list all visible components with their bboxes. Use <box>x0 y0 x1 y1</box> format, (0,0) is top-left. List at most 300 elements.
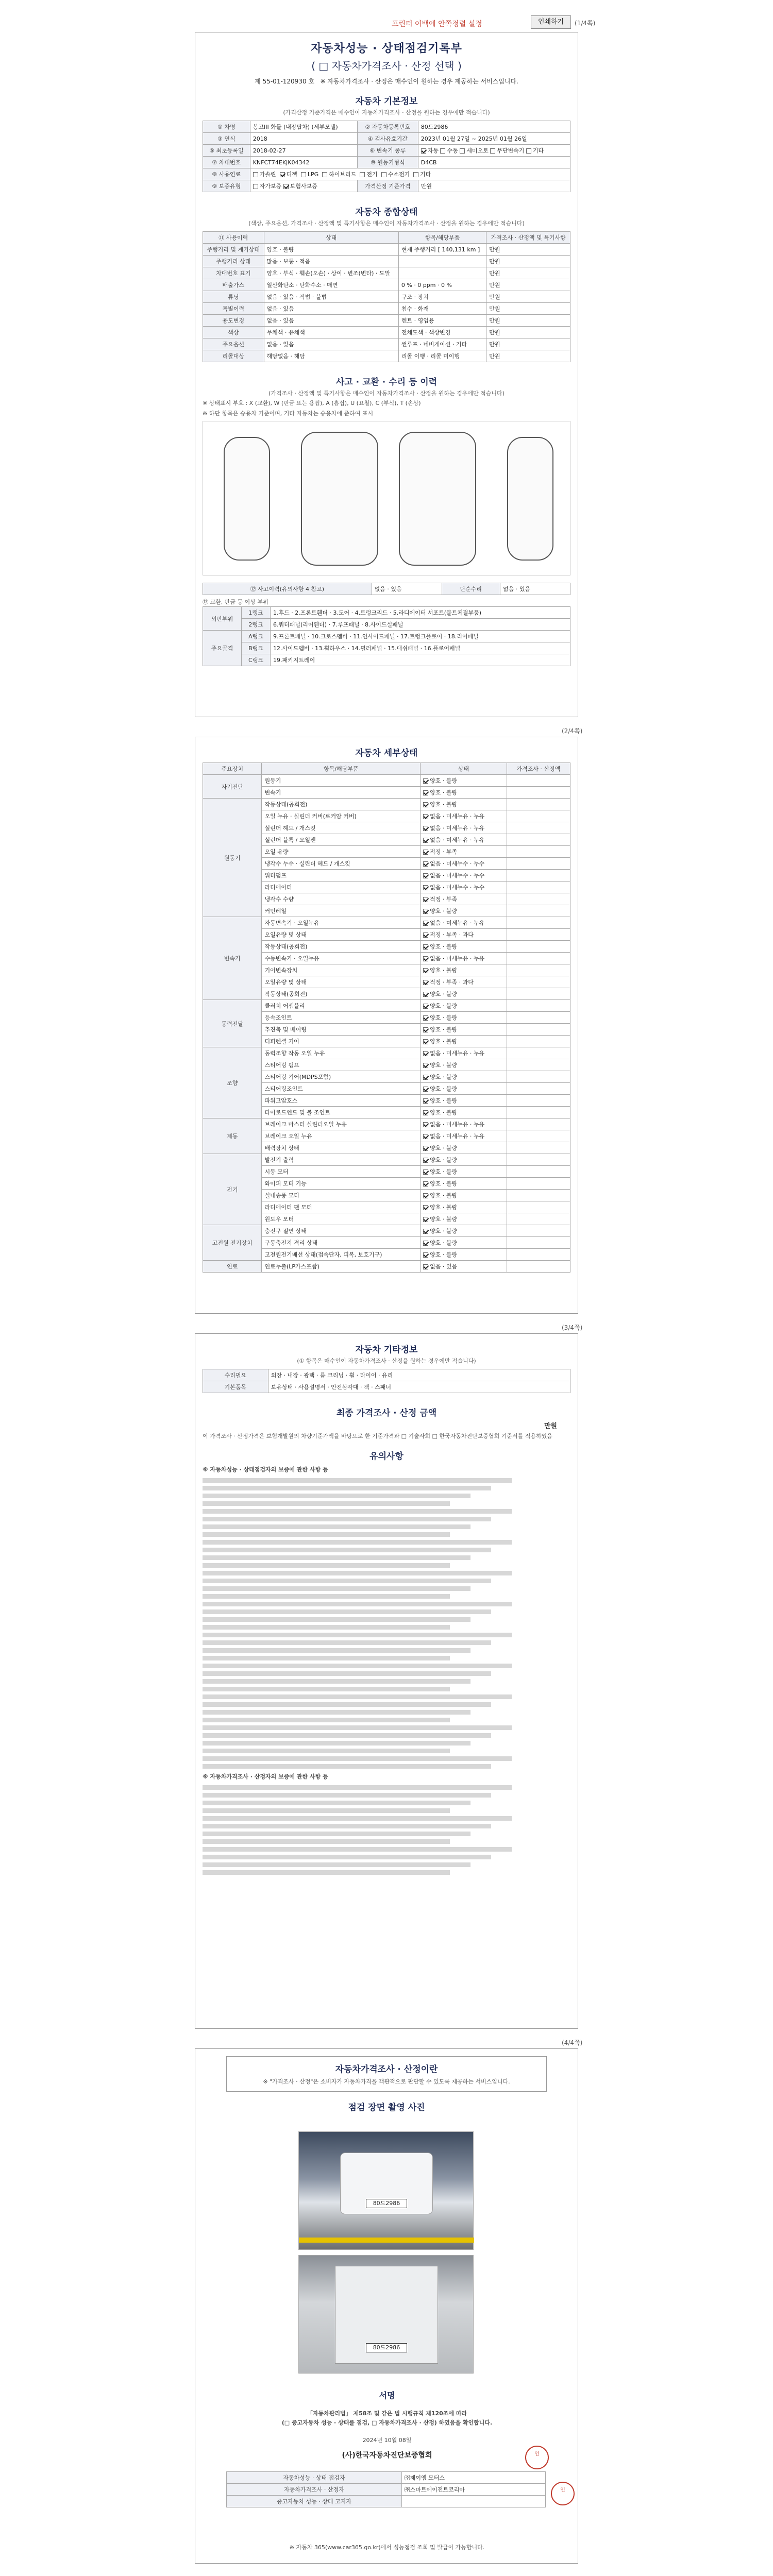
detail-state-text: 없음 · 미세누유 · 누유 <box>430 1050 485 1057</box>
detail-check[interactable] <box>423 1217 428 1222</box>
detail-state <box>421 1083 507 1095</box>
notes-line <box>203 1671 491 1676</box>
other-items: 외장 · 내장 · 광택 · 룸 크리닝 · 휠 · 타이어 · 유리 <box>268 1369 570 1381</box>
car-right-side <box>507 437 553 561</box>
detail-state <box>421 882 507 893</box>
detail-check[interactable] <box>423 1134 428 1139</box>
detail-state <box>421 1059 507 1071</box>
detail-price <box>507 1047 570 1059</box>
detail-item: 윈도우 모터 <box>262 1213 421 1225</box>
detail-state-text: 양호 · 불량 <box>430 1086 458 1092</box>
fuel-check[interactable] <box>360 172 365 177</box>
detail-price <box>507 1024 570 1036</box>
detail-state <box>421 1225 507 1237</box>
other-items: 보유상태 · 사용설명서 · 안전삼각대 · 잭 · 스패너 <box>268 1381 570 1393</box>
insp-label: ④ 검사유효기간 <box>357 133 418 145</box>
detail-group: 자기진단 <box>203 775 262 799</box>
rank-items: 19.패키지트레이 <box>271 654 570 666</box>
detail-item: 실내송풍 모터 <box>262 1190 421 1201</box>
detail-state <box>421 976 507 988</box>
detail-check[interactable] <box>423 1015 428 1021</box>
summary-row <box>203 350 570 362</box>
summary-cell-detail: 썬루프 · 네비게이션 · 기타 <box>398 338 486 350</box>
accident-note: ※ 상태표시 부호 : X (교환), W (판금 또는 용접), A (흠집), U (요철), C (부식), T (손상) <box>203 400 421 406</box>
notes-line <box>203 1540 512 1545</box>
summary-header: 가격조사 · 산정액 및 특기사항 <box>486 232 570 244</box>
detail-price <box>507 953 570 964</box>
detail-check[interactable] <box>423 814 428 819</box>
notes-line <box>203 1694 512 1699</box>
detail-check[interactable] <box>423 992 428 997</box>
detail-check[interactable] <box>423 1264 428 1269</box>
detail-state <box>421 988 507 1000</box>
notes-line <box>203 1741 470 1745</box>
fuel-check[interactable] <box>253 172 258 177</box>
detail-state <box>421 1036 507 1047</box>
vin-value: KNFCT74EKJK04342 <box>250 157 357 168</box>
notes-line <box>203 1687 450 1691</box>
detail-state-text: 양호 · 불량 <box>430 1240 458 1246</box>
notes-block-1 <box>195 1478 578 1769</box>
notes-line <box>203 1517 491 1521</box>
guide-text: ※ "가격조사 · 산정"은 소비자가 자동차가격을 객관적으로 판단할 수 있도록 제공하는 서비스입니다. <box>263 2078 510 2085</box>
summary-row <box>203 267 570 279</box>
warranty-self-check[interactable] <box>253 184 258 189</box>
detail-state-text: 양호 · 불량 <box>430 1228 458 1234</box>
detail-price <box>507 1201 570 1213</box>
detail-item: 실린더 블록 / 오일팬 <box>262 834 421 846</box>
detail-check[interactable] <box>423 1181 428 1187</box>
repair-value: 없음 · 있음 <box>500 583 570 595</box>
fuel-check[interactable] <box>381 172 386 177</box>
warranty-insurer-check[interactable] <box>283 184 289 189</box>
year-value: 2018 <box>250 133 357 145</box>
summary-title: 자동차 종합상태 <box>355 207 418 217</box>
detail-state-text: 양호 · 불량 <box>430 1251 458 1258</box>
summary-row <box>203 315 570 327</box>
doc-title: 자동차성능 · 상태점검기록부 <box>311 42 462 55</box>
detail-price <box>507 858 570 870</box>
detail-price <box>507 882 570 893</box>
notes-line <box>203 1524 470 1529</box>
page-number-2: (2/4쪽) <box>562 727 583 735</box>
rank: 1랭크 <box>242 607 271 619</box>
detail-check[interactable] <box>423 921 428 926</box>
detail-check[interactable] <box>423 1252 428 1258</box>
detail-item: 디퍼렌셜 기어 <box>262 1036 421 1047</box>
car-detail: (세부모델) <box>311 124 338 130</box>
fuel-check[interactable] <box>322 172 327 177</box>
notes-line <box>203 1579 491 1583</box>
detail-check[interactable] <box>423 980 428 985</box>
detail-check[interactable] <box>423 885 428 890</box>
detail-check[interactable] <box>423 897 428 902</box>
trans-opt: 세미오토 <box>466 147 489 154</box>
rank-items: 12.사이드멤버 · 13.휠하우스 · 14.필러패널 · 15.대쉬패널 · 16.플로어패널 <box>271 642 570 654</box>
signers-table <box>226 2471 546 2507</box>
detail-price <box>507 1154 570 1166</box>
guide-title: 자동차가격조사 · 산정이란 <box>335 2064 438 2075</box>
detail-item: 오일유량 및 상태 <box>262 929 421 941</box>
fuel-check[interactable] <box>301 172 306 177</box>
detail-state <box>421 787 507 799</box>
detail-item: 커먼레일 <box>262 905 421 917</box>
detail-check[interactable] <box>423 850 428 855</box>
detail-check[interactable] <box>423 1051 428 1056</box>
fuel-diesel-check[interactable] <box>280 172 285 177</box>
sign-company: (사)한국자동차진단보증협회 <box>342 2451 432 2460</box>
detail-group: 조향 <box>203 1047 262 1118</box>
notes-line <box>203 1832 470 1836</box>
notes-line <box>203 1824 491 1828</box>
repair-label: 단순수리 <box>442 583 500 595</box>
final-value: 만원 <box>544 1422 557 1430</box>
summary-row <box>203 256 570 267</box>
summary-cell-state: 양호 · 불량 <box>264 244 398 256</box>
detail-state-text: 양호 · 불량 <box>430 1168 458 1175</box>
detail-item: 클러치 어셈블리 <box>262 1000 421 1012</box>
detail-price <box>507 976 570 988</box>
detail-price <box>507 929 570 941</box>
detail-table <box>203 762 570 1273</box>
other-label: 기본품목 <box>203 1381 268 1393</box>
final-title: 최종 가격조사 · 산정 금액 <box>336 1408 437 1418</box>
detail-check[interactable] <box>423 1039 428 1044</box>
detail-state <box>421 1047 507 1059</box>
detail-check[interactable] <box>423 1205 428 1210</box>
summary-cell-detail: 전체도색 · 색상변경 <box>398 327 486 338</box>
detail-state <box>421 905 507 917</box>
summary-row <box>203 279 570 291</box>
summary-cell-state: 많음 · 보통 · 적음 <box>264 256 398 267</box>
sign-text-2: (□ 중고자동차 성능 · 상태를 점검, □ 자동차가격조사 · 산정) 하였음을 확인합니다. <box>281 2419 493 2426</box>
summary-cell-state: 무채색 · 유채색 <box>264 327 398 338</box>
accident-note-2: ※ 하단 항목은 승용차 기준이며, 기타 자동차는 승용차에 준하여 표시 <box>203 410 374 417</box>
detail-check[interactable] <box>423 873 428 878</box>
notes-line <box>203 1617 470 1622</box>
company-seal: 인 <box>525 2446 549 2469</box>
detail-state-text: 없음 · 미세누유 · 누유 <box>430 955 485 962</box>
summary-cell-price: 만원 <box>486 350 570 362</box>
detail-group: 연료 <box>203 1261 262 1273</box>
detail-price <box>507 1130 570 1142</box>
vin-label: ⑦ 차대번호 <box>203 157 250 168</box>
warranty-opt: 보험사보증 <box>290 183 317 190</box>
notes-line <box>203 1679 470 1684</box>
detail-check[interactable] <box>423 1158 428 1163</box>
notes-title: 유의사항 <box>369 1451 404 1462</box>
detail-check[interactable] <box>423 1098 428 1104</box>
detail-header: 가격조사 · 산정액 <box>507 763 570 775</box>
detail-price <box>507 1142 570 1154</box>
first-reg-label: ⑤ 최초등록일 <box>203 145 250 157</box>
detail-check[interactable] <box>423 1110 428 1115</box>
detail-check[interactable] <box>423 1241 428 1246</box>
detail-check[interactable] <box>423 909 428 914</box>
trans-opt: 수동 <box>447 147 458 154</box>
detail-item: 원동기 <box>262 775 421 787</box>
detail-check[interactable] <box>423 968 428 973</box>
detail-check[interactable] <box>423 1075 428 1080</box>
summary-cell-detail: 침수 · 화재 <box>398 303 486 315</box>
doc-notice-line: ※ 자동차가격조사 · 산정은 매수인이 원하는 경우 제공하는 서비스입니다. <box>320 78 518 85</box>
fuel-check[interactable] <box>413 172 418 177</box>
detail-item: 추진축 및 베어링 <box>262 1024 421 1036</box>
detail-state-text: 적정 · 부족 · 과다 <box>430 979 474 986</box>
summary-cell-item: 튜닝 <box>203 291 264 303</box>
accident-title: 사고 · 교환 · 수리 등 이력 <box>335 377 438 387</box>
accident-table <box>203 583 570 595</box>
detail-check[interactable] <box>423 944 428 950</box>
detail-group: 동력전달 <box>203 1000 262 1047</box>
detail-check[interactable] <box>423 1027 428 1032</box>
detail-price <box>507 1059 570 1071</box>
detail-item: 작동상태(공회전) <box>262 988 421 1000</box>
trans-opt: 무단변속기 <box>497 147 525 154</box>
summary-cell-price: 만원 <box>486 279 570 291</box>
doc-subtitle: ( □ 자동차가격조사 · 산정 선택 ) <box>311 60 462 72</box>
price-unit: 만원 <box>418 180 570 192</box>
summary-cell-detail: 리콜 이행 · 리콜 미이행 <box>398 350 486 362</box>
car-name <box>250 121 357 133</box>
notes-line <box>203 1862 470 1867</box>
detail-state-text: 없음 · 미세누유 · 누유 <box>430 1133 485 1140</box>
rank-items: 1.후드 · 2.프론트휀더 · 3.도어 · 4.트렁크리드 · 5.라디에이터 서포트(볼트체결부품) <box>271 607 570 619</box>
main-label: 주요골격 <box>203 631 242 666</box>
detail-state <box>421 917 507 929</box>
inspector-value: ㈜제이엠 모터스 <box>401 2472 545 2484</box>
detail-state <box>421 953 507 964</box>
detail-item: 오일유량 및 상태 <box>262 976 421 988</box>
detail-state-text: 적정 · 부족 <box>430 849 458 855</box>
notes-line <box>203 1664 512 1668</box>
notes-line <box>203 1801 470 1805</box>
detail-item: 라디에이터 팬 모터 <box>262 1201 421 1213</box>
detail-state-text: 양호 · 불량 <box>430 1192 458 1199</box>
trans-opt: 자동 <box>427 147 439 154</box>
detail-row <box>203 1000 570 1012</box>
detail-check[interactable] <box>423 956 428 961</box>
detail-check[interactable] <box>423 1087 428 1092</box>
detail-group: 제동 <box>203 1118 262 1154</box>
detail-price <box>507 787 570 799</box>
detail-item: 스티어링 펌프 <box>262 1059 421 1071</box>
sign-title: 서명 <box>379 2391 395 2400</box>
summary-cell-detail: 구조 · 장치 <box>398 291 486 303</box>
detail-item: 수동변속기 · 오일누유 <box>262 953 421 964</box>
detail-item: 배력장치 상태 <box>262 1142 421 1154</box>
detail-price <box>507 1166 570 1178</box>
detail-check[interactable] <box>423 826 428 831</box>
detail-group: 변속기 <box>203 917 262 1000</box>
doc-number-suffix: 호 <box>308 78 315 85</box>
detail-price <box>507 964 570 976</box>
detail-price <box>507 822 570 834</box>
detail-price <box>507 905 570 917</box>
notes-line <box>203 1633 512 1637</box>
detail-price <box>507 1036 570 1047</box>
detail-row <box>203 799 570 810</box>
detail-state <box>421 1130 507 1142</box>
detail-header: 상태 <box>421 763 507 775</box>
basic-info-title: 자동차 기본정보 <box>355 96 418 107</box>
notes-line <box>203 1532 450 1537</box>
basic-info-table <box>203 121 570 192</box>
detail-check[interactable] <box>423 802 428 807</box>
other-label: 수리필요 <box>203 1369 268 1381</box>
summary-cell-item: 배출가스 <box>203 279 264 291</box>
detail-price <box>507 870 570 882</box>
summary-row <box>203 244 570 256</box>
detail-row <box>203 1225 570 1237</box>
summary-cell-state: 양호 · 부식 · 훼손(오손) · 상이 · 변조(변타) · 도말 <box>264 267 398 279</box>
lift-stripe <box>299 2238 474 2243</box>
detail-check[interactable] <box>423 1229 428 1234</box>
print-button[interactable]: 인쇄하기 <box>531 15 571 29</box>
detail-group: 고전원 전기장치 <box>203 1225 262 1261</box>
detail-state <box>421 1190 507 1201</box>
detail-state <box>421 1166 507 1178</box>
trans-semi-check[interactable] <box>460 148 465 154</box>
detail-state-text: 양호 · 불량 <box>430 1014 458 1021</box>
detail-state <box>421 893 507 905</box>
detail-state <box>421 929 507 941</box>
plate-label: ② 자동차등록번호 <box>357 121 418 133</box>
other-table <box>203 1369 570 1393</box>
notes-line <box>203 1764 491 1769</box>
detail-item: 타이로드엔드 및 볼 조인트 <box>262 1107 421 1118</box>
notes-line <box>203 1710 470 1715</box>
rank-items: 9.프론트패널 · 10.크로스멤버 · 11.인사이드패널 · 17.트렁크플로어 · 18.리어패널 <box>271 631 570 642</box>
top-bar <box>0 0 773 31</box>
trans-manual-check[interactable] <box>440 148 445 154</box>
detail-price <box>507 1237 570 1249</box>
detail-state-text: 양호 · 불량 <box>430 908 458 914</box>
summary-cell-state: 없음 · 있음 · 적법 · 불법 <box>264 291 398 303</box>
summary-cell-price: 만원 <box>486 291 570 303</box>
detail-item: 스티어링 기어(MDPS포함) <box>262 1071 421 1083</box>
detail-check[interactable] <box>423 1146 428 1151</box>
detail-check[interactable] <box>423 1063 428 1068</box>
detail-state-text: 양호 · 불량 <box>430 777 458 784</box>
summary-header: ⑪ 사용이력 <box>203 232 264 244</box>
summary-header: 항목/해당부품 <box>398 232 486 244</box>
detail-row <box>203 775 570 787</box>
trans-auto-check[interactable] <box>421 148 426 154</box>
sign-date: 2024년 10월 08일 <box>362 2437 412 2444</box>
detail-state-text: 양호 · 불량 <box>430 967 458 974</box>
detail-check[interactable] <box>423 1193 428 1198</box>
detail-item: 시동 모터 <box>262 1166 421 1178</box>
other-subtitle: (① 항목은 매수인이 자동차가격조사 · 산정을 원하는 경우에만 적습니다) <box>297 1358 476 1364</box>
summary-cell-state: 없음 · 있음 <box>264 338 398 350</box>
summary-row <box>203 291 570 303</box>
detail-price <box>507 1261 570 1273</box>
detail-state <box>421 1095 507 1107</box>
plate-photo-rear: 80드2986 <box>366 2343 407 2352</box>
detail-check[interactable] <box>423 933 428 938</box>
detail-check[interactable] <box>423 1004 428 1009</box>
detail-item: 와이퍼 모터 기능 <box>262 1178 421 1190</box>
summary-cell-item: 용도변경 <box>203 315 264 327</box>
detail-state <box>421 810 507 822</box>
detail-state-text: 양호 · 불량 <box>430 1157 458 1163</box>
car-frame-view <box>399 432 476 566</box>
fuel-opt: 디젤 <box>286 171 297 178</box>
detail-state-text: 없음 · 미세누유 · 누유 <box>430 920 485 926</box>
detail-check[interactable] <box>423 790 428 795</box>
detail-row <box>203 917 570 929</box>
page-3 <box>195 1333 578 2029</box>
detail-check[interactable] <box>423 1122 428 1127</box>
detail-state-text: 양호 · 불량 <box>430 1204 458 1211</box>
detail-price <box>507 1083 570 1095</box>
detail-check[interactable] <box>423 861 428 867</box>
detail-state-text: 양호 · 불량 <box>430 1097 458 1104</box>
detail-header: 항목/해당부품 <box>262 763 421 775</box>
accident-label: ⑫ 사고이력(유의사항 4 참고) <box>203 583 372 595</box>
receiver-label: 자동차가격조사 · 산정자 <box>227 2484 402 2496</box>
detail-check[interactable] <box>423 838 428 843</box>
fuel-options <box>250 168 570 180</box>
summary-row <box>203 327 570 338</box>
detail-state-text: 적정 · 부족 <box>430 896 458 903</box>
detail-state <box>421 1178 507 1190</box>
detail-check[interactable] <box>423 1170 428 1175</box>
detail-price <box>507 1249 570 1261</box>
detail-item: 브레이크 마스터 실린더오일 누유 <box>262 1118 421 1130</box>
notes-line <box>203 1548 491 1552</box>
detail-state <box>421 1118 507 1130</box>
detail-price <box>507 1178 570 1190</box>
detail-state <box>421 870 507 882</box>
detail-state-text: 양호 · 불량 <box>430 943 458 950</box>
page-number-3: (3/4쪽) <box>562 1324 583 1331</box>
detail-state-text: 없음 · 미세누유 · 누유 <box>430 825 485 832</box>
detail-item: 등속조인트 <box>262 1012 421 1024</box>
notes-line <box>203 1494 470 1498</box>
final-note: 이 가격조사 · 산정가격은 보험개발원의 차량기준가액을 바탕으로 한 기준가격과 □ 기술사회 □ 한국자동차진단보증협회 기준서를 적용하였음 <box>203 1433 552 1439</box>
summary-cell-price: 만원 <box>486 338 570 350</box>
detail-state <box>421 858 507 870</box>
detail-check[interactable] <box>423 778 428 784</box>
notes-line <box>203 1702 491 1707</box>
fuel-opt: 수소전기 <box>388 171 410 178</box>
notes-line <box>203 1625 450 1630</box>
detail-price <box>507 1190 570 1201</box>
detail-item: 자동변속기 · 오일누유 <box>262 917 421 929</box>
detail-state <box>421 1201 507 1213</box>
detail-state-text: 양호 · 불량 <box>430 1026 458 1033</box>
trans-other-check[interactable] <box>526 148 531 154</box>
trans-cvt-check[interactable] <box>490 148 495 154</box>
notes-line <box>203 1563 450 1568</box>
detail-state-text: 양호 · 불량 <box>430 991 458 997</box>
summary-cell-item: 주행거리 및 계기상태 <box>203 244 264 256</box>
page-number: (1/4쪽) <box>575 20 596 27</box>
notes-line <box>203 1656 450 1660</box>
notes-line <box>203 1749 450 1753</box>
sign-text: 「자동차관리법」 제58조 및 같은 법 시행규칙 제120조에 따라 <box>307 2410 467 2417</box>
summary-cell-state: 해당없음 · 해당 <box>264 350 398 362</box>
doc-number <box>195 77 578 86</box>
detail-item: 브레이크 오일 누유 <box>262 1130 421 1142</box>
detail-item: 동력조향 작동 오일 누유 <box>262 1047 421 1059</box>
detail-price <box>507 941 570 953</box>
detail-item: 파워고압호스 <box>262 1095 421 1107</box>
summary-cell-state: 없음 · 있음 <box>264 303 398 315</box>
detail-state-text: 양호 · 불량 <box>430 1216 458 1223</box>
